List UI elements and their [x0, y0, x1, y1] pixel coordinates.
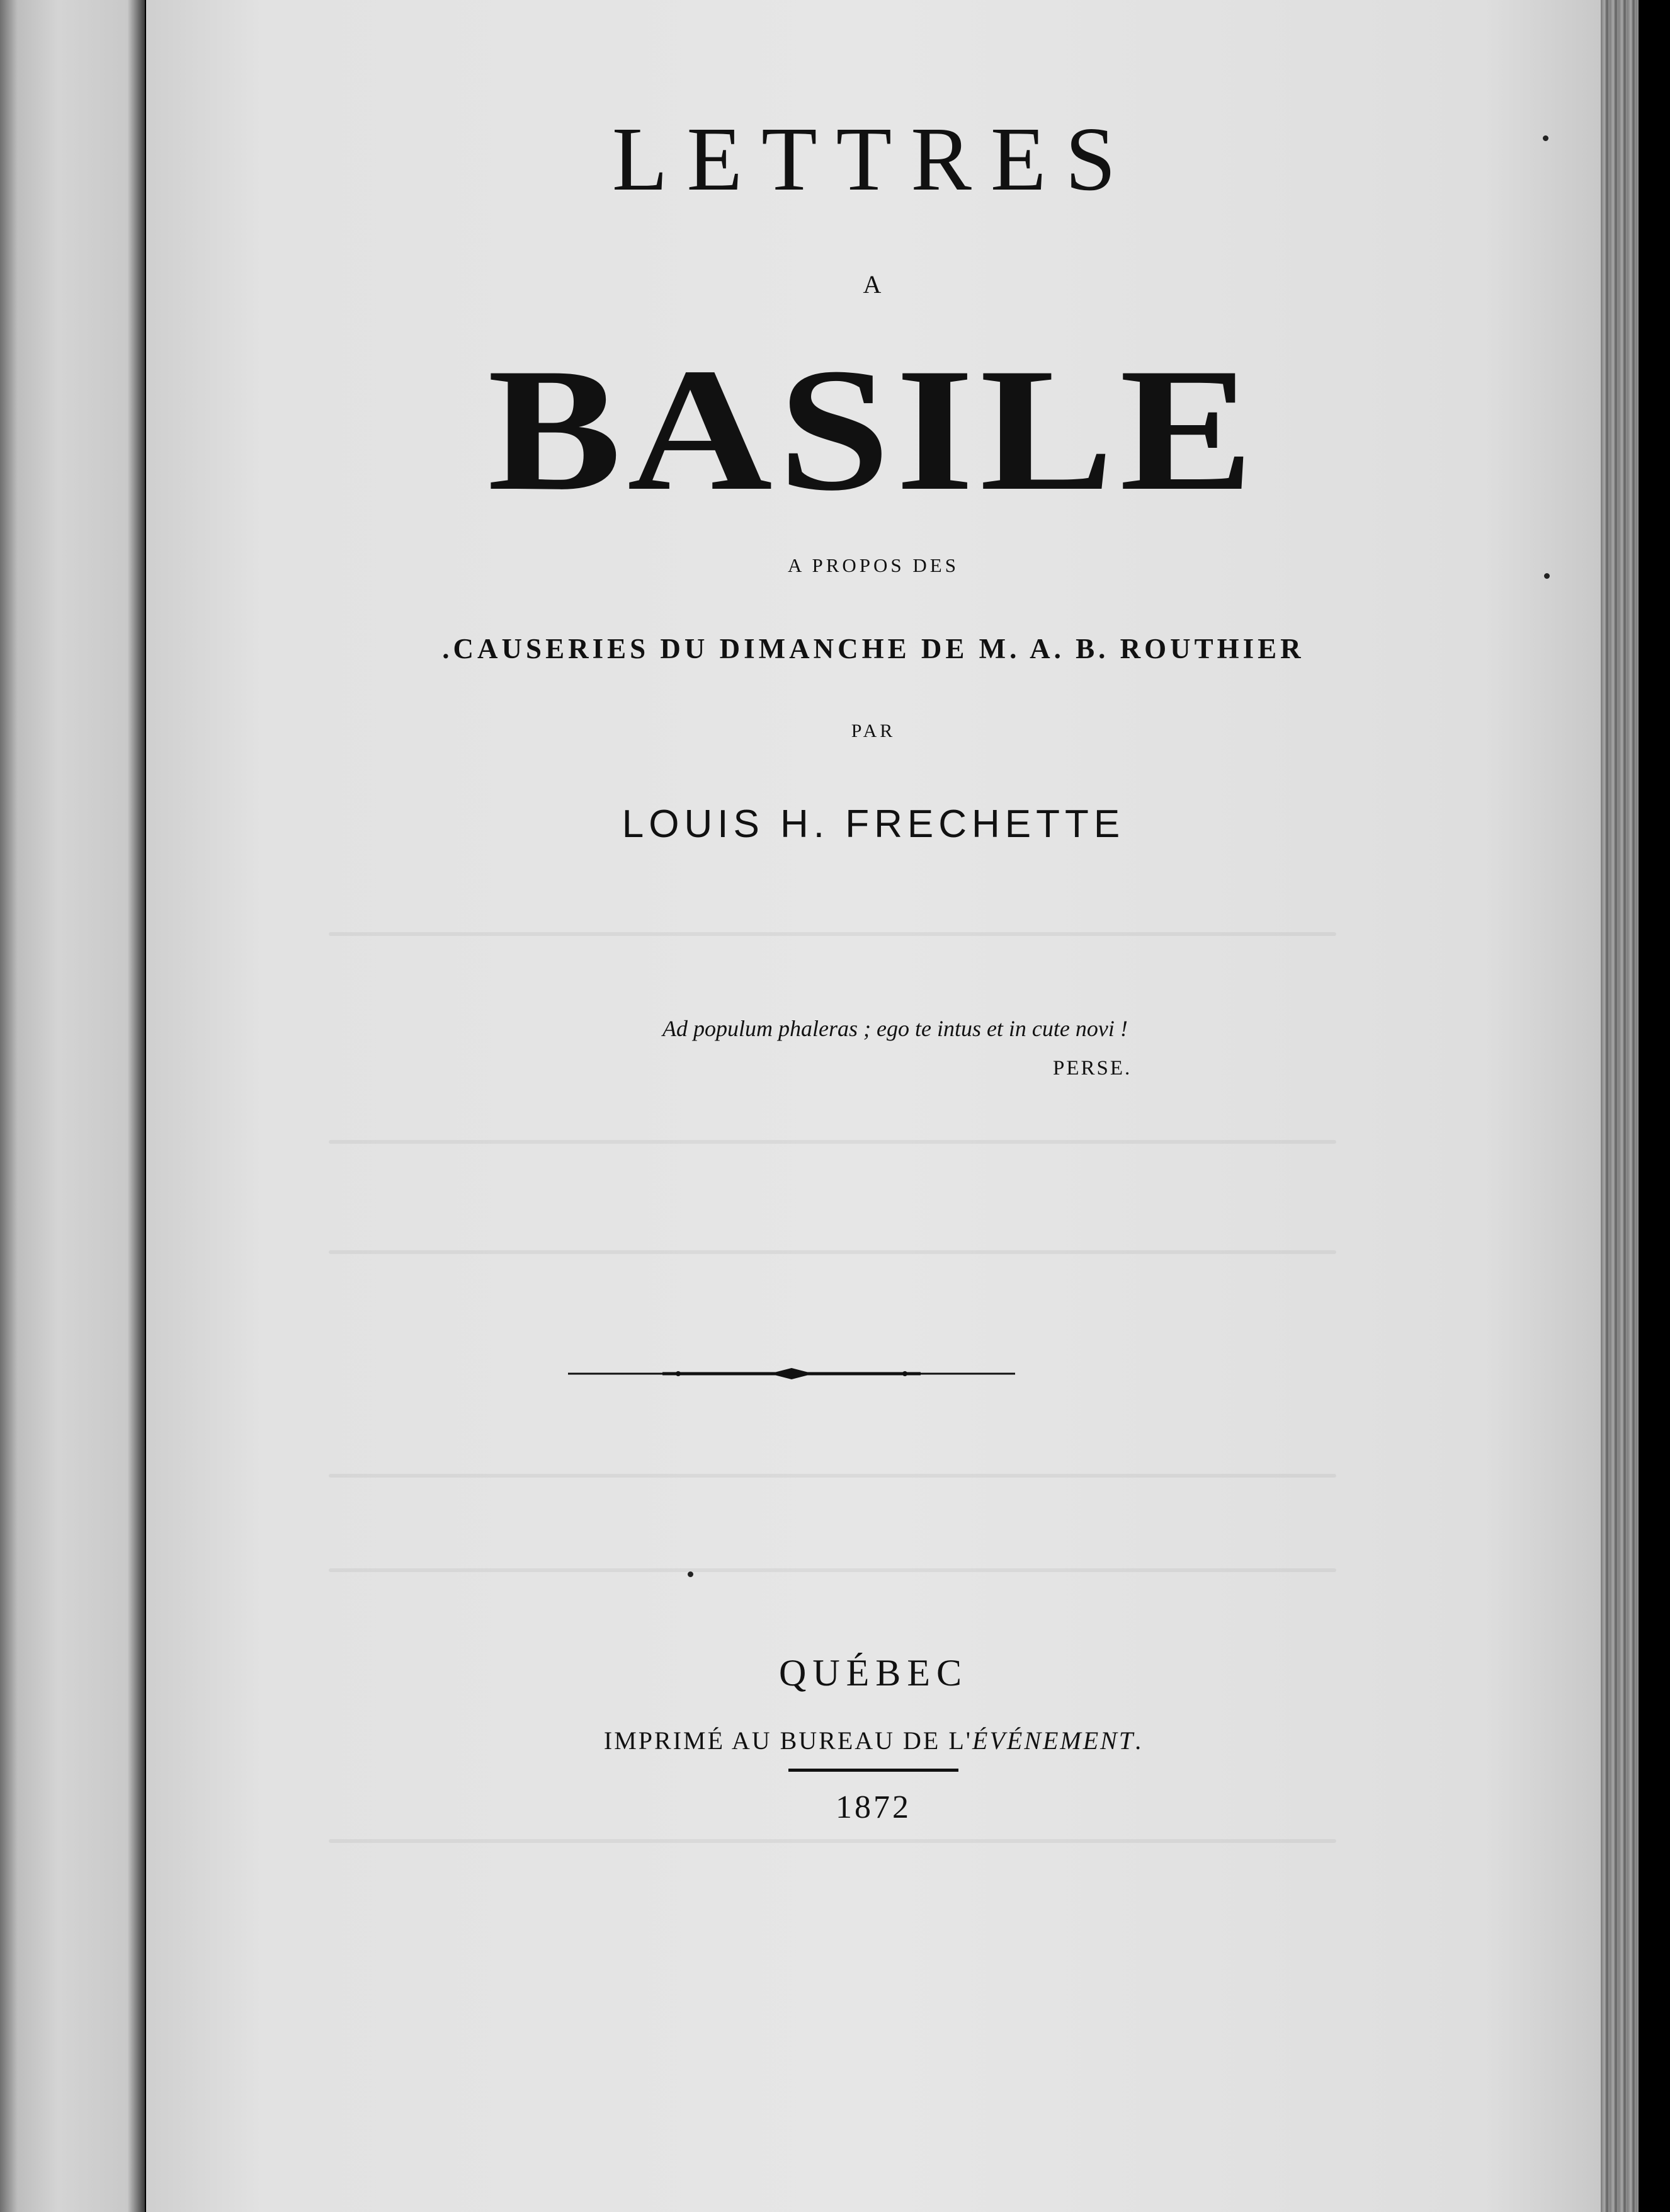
imprint-city: QUÉBEC — [779, 1652, 968, 1694]
imprint-rule — [788, 1769, 958, 1772]
scan-margin — [1639, 0, 1670, 2212]
paper-speck — [688, 1571, 693, 1577]
title-a: A — [863, 270, 884, 299]
author-name: LOUIS H. FRECHETTE — [622, 802, 1125, 846]
paper-speck — [1543, 135, 1548, 141]
subtitle-causeries: .CAUSERIES DU DIMANCHE DE M. A. B. ROUTHIER — [442, 633, 1305, 664]
imprint-press — [146, 1726, 1601, 1755]
ornamental-rule — [568, 1364, 1015, 1383]
bleed-through-line — [329, 1140, 1336, 1144]
imprint-press-suffix: . — [1135, 1726, 1144, 1755]
paper-speck — [1544, 573, 1550, 579]
bleed-through-line — [329, 1474, 1336, 1478]
bleed-through-line — [329, 932, 1336, 936]
page-stack-edge — [1601, 0, 1639, 2212]
epigraph-quote: Ad populum phaleras ; ego te intus et in cute novi ! — [662, 1016, 1128, 1041]
title-basile: BASILE — [487, 331, 1259, 527]
subtitle-a-propos: A PROPOS DES — [788, 554, 959, 576]
bleed-through-line — [329, 1250, 1336, 1254]
imprint-press-name: ÉVÉNEMENT — [972, 1726, 1135, 1755]
epigraph-source: PERSE. — [1053, 1057, 1132, 1080]
imprint-press-prefix: IMPRIMÉ AU BUREAU DE L' — [603, 1726, 973, 1755]
title-page — [146, 0, 1601, 2212]
bleed-through-line — [329, 1839, 1336, 1843]
imprint-year: 1872 — [836, 1789, 911, 1825]
byline-par: PAR — [851, 721, 896, 741]
bleed-through-line — [329, 1568, 1336, 1572]
title-lettres: LETTRES — [611, 109, 1135, 210]
